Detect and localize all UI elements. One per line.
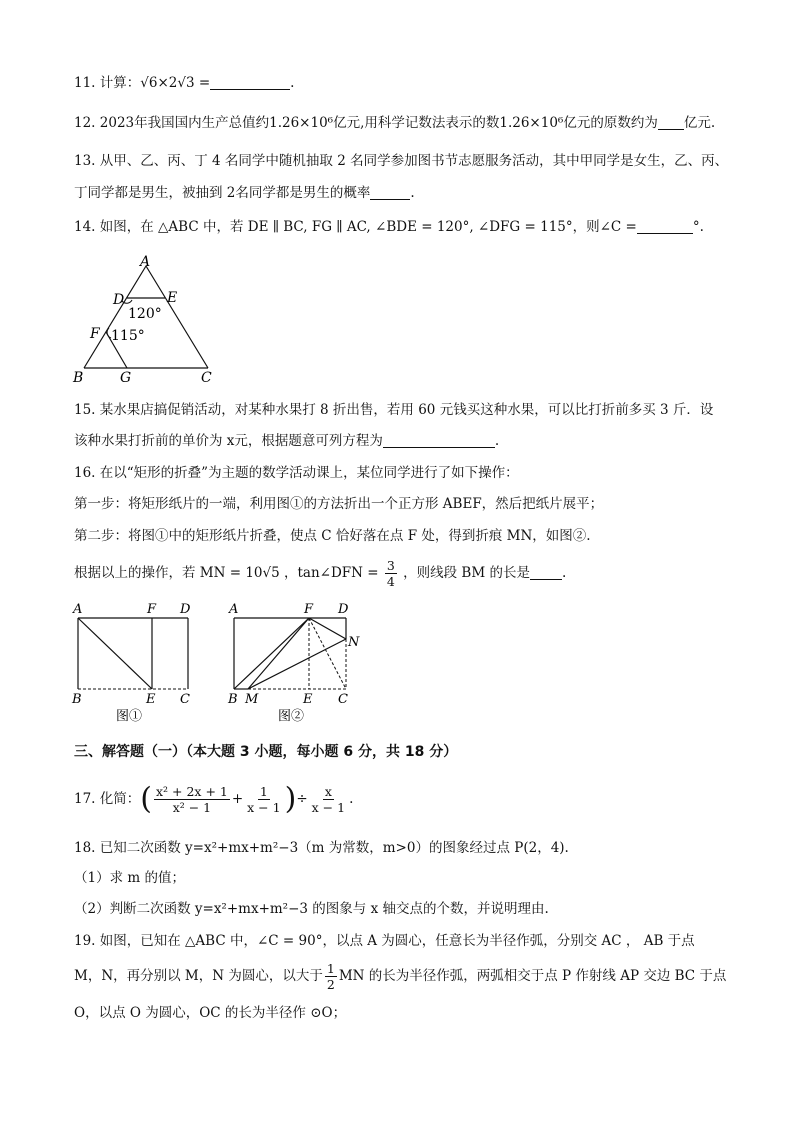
label-E: E <box>167 290 178 306</box>
question-16-line-3: 第二步：将图①中的矩形纸片折叠，使点 C 恰好落在点 F 处，得到折痕 MN，如图②. <box>74 528 591 544</box>
answer-blank <box>383 433 495 448</box>
fig1-label-D: D <box>180 602 191 617</box>
label-C: C <box>201 370 212 386</box>
fig1-label-A: A <box>73 602 83 617</box>
figure-1 <box>71 602 191 724</box>
label-B: B <box>73 370 84 386</box>
fig1-label-C: C <box>180 692 190 707</box>
question-16-line-4: 根据以上的操作，若 MN = 10√5 ，tan∠DFN = $\frac{3}{4}$ ，则线段 BM 的长是 . <box>74 558 567 589</box>
fig2-label-F: F <box>304 602 314 617</box>
angle-120-label: 120° <box>128 306 162 322</box>
answer-blank <box>530 565 562 580</box>
question-16-line-1: 16. 在以“矩形的折叠”为主题的数学活动课上，某位同学进行了如下操作： <box>74 465 519 481</box>
section-heading: 三、解答题（一）（本大题 3 小题，每小题 6 分，共 18 分） <box>74 744 458 760</box>
question-13-line-1: 13. 从甲、乙、丙、丁 4 名同学中随机抽取 2 名同学参加图书节志愿服务活动，其中甲同学是女生，乙、丙、 <box>74 153 729 169</box>
question-19-line-1: 19. 如图，已知在 △ABC 中，∠C = 90°，以点 A 为圆心，任意长为半径作弧，分别交 AC ， AB 于点 <box>74 933 695 949</box>
label-A: A <box>140 254 151 270</box>
fraction-2: $\frac{1}{x - 1}$ <box>247 784 281 815</box>
fig2-label-E: E <box>303 692 313 707</box>
fig1-label-E: E <box>146 692 156 707</box>
fig1-label-F: F <box>147 602 157 617</box>
fig2-label-M: M <box>245 692 259 707</box>
question-18-line-3: （2）判断二次函数 y=x²+mx+m²−3 的图象与 x 轴交点的个数，并说明理由. <box>74 901 549 917</box>
answer-blank <box>210 75 290 90</box>
answer-blank <box>637 219 693 234</box>
question-15-line-1: 15. 某水果店搞促销活动，对某种水果打 8 折出售，若用 60 元钱买这种水果，可以比打折前多买 3 斤．设 <box>74 402 714 418</box>
question-19-line-2: M，N，再分别以 M，N 为圆心，以大于 $\frac{1}{2}$ MN 的长为半径作弧，两弧相交于点 P 作射线 AP 交边 BC 于点 <box>74 961 727 992</box>
fig2-label-C: C <box>338 692 348 707</box>
fig2-label-D: D <box>338 602 349 617</box>
figure-2 <box>227 602 360 724</box>
label-D: D <box>113 292 125 308</box>
question-18-line-2: （1）求 m 的值； <box>74 870 185 886</box>
fraction-one-half: $\frac{1}{2}$ <box>326 961 335 992</box>
question-14: 14. 如图，在 △ABC 中，若 DE ∥ BC, FG ∥ AC, ∠BDE = 120°, ∠DFG = 115°，则∠C = °. <box>74 219 704 235</box>
fraction-three-quarters: $\frac{3}{4}$ <box>386 558 395 589</box>
label-F: F <box>90 326 100 342</box>
fraction-1: $\frac{\text{x² + 2x + 1}}{\text{x² − 1}}$ <box>155 784 228 815</box>
question-12: 12. 2023年我国国内生产总值约1.26×10⁶亿元,用科学记数法表示的数1.26×10⁶亿元的原数约为 亿元. <box>74 115 716 131</box>
answer-blank <box>658 115 684 130</box>
fig2-label-N: N <box>348 635 360 650</box>
question-13-line-2: 丁同学都是男生，被抽到 2名同学都是男生的概率 . <box>74 185 415 201</box>
fig2-label-A: A <box>229 602 239 617</box>
triangle-figure <box>70 252 230 388</box>
answer-blank <box>370 185 410 200</box>
fig2-caption: 图② <box>278 709 305 724</box>
angle-115-label: 115° <box>111 328 145 344</box>
question-15-line-2: 该种水果打折前的单价为 x元，根据题意可列方程为 . <box>74 433 500 449</box>
fig2-label-B: B <box>228 692 238 707</box>
question-19-line-3: O，以点 O 为圆心，OC 的长为半径作 ⊙O； <box>74 1005 347 1021</box>
question-18-line-1: 18. 已知二次函数 y=x²+mx+m²−3（m 为常数，m>0）的图象经过点 P(2，4). <box>74 840 569 856</box>
label-G: G <box>120 370 132 386</box>
folding-figures <box>68 598 368 726</box>
question-17: 17. 化简：( $\frac{\text{x² + 2x + 1}}{\text{x² − 1}}$ + $\frac{1}{x - 1}$ )÷ $\frac{x}{x - 1}$ . <box>74 781 354 817</box>
question-16-line-2: 第一步：将矩形纸片的一端，利用图①的方法折出一个正方形 ABEF，然后把纸片展平； <box>74 496 604 512</box>
fig1-label-B: B <box>72 692 82 707</box>
fig1-caption: 图① <box>116 709 143 724</box>
fraction-3: $\frac{x}{x - 1}$ <box>311 784 346 815</box>
question-11: 11. 计算：√6×2√3 = . <box>74 75 295 91</box>
